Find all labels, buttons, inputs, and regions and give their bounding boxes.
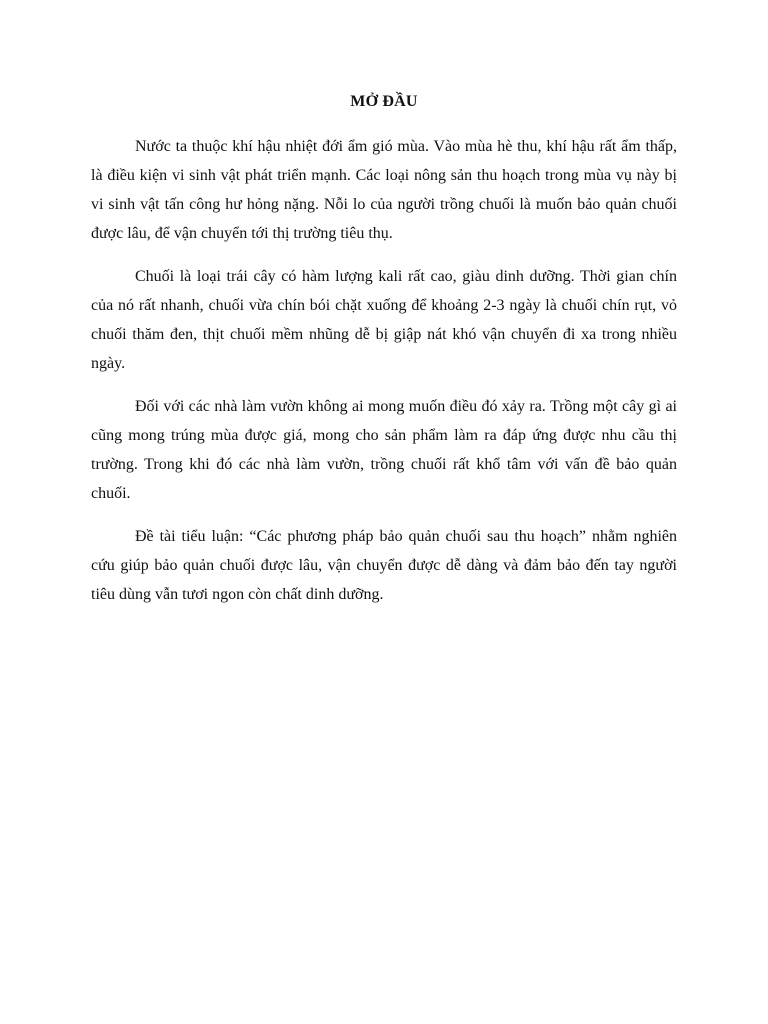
document-title: MỞ ĐẦU: [350, 93, 418, 110]
paragraph-1: Nước ta thuộc khí hậu nhiệt đới ẩm gió mùa. Vào mùa hè thu, khí hậu rất ẩm thấp, là điều kiện vi sinh vật phát triển mạnh. Các loại nông sản thu hoạch trong mùa vụ này bị vi sinh vật tấn công hư hỏng nặng. Nỗi lo của người trồng chuối là muốn bảo quản chuối được lâu, để vận chuyển tới thị trường tiêu thụ.: [91, 138, 677, 242]
paragraph-2: Chuối là loại trái cây có hàm lượng kali rất cao, giàu dinh dưỡng. Thời gian chín của nó rất nhanh, chuối vừa chín bói chặt xuống để khoảng 2-3 ngày là chuối chín rụt, vỏ chuối thăm đen, thịt chuối mềm nhũng dễ bị giập nát khó vận chuyển đi xa trong nhiều ngày.: [91, 268, 677, 372]
paragraph-4: Đề tài tiểu luận: “Các phương pháp bảo quản chuối sau thu hoạch” nhằm nghiên cứu giúp bảo quản chuối được lâu, vận chuyển được dễ dàng và đảm bảo đến tay người tiêu dùng vẫn tươi ngon còn chất dinh dưỡng.: [91, 528, 677, 603]
paragraph-3: Đối với các nhà làm vườn không ai mong muốn điều đó xảy ra. Trồng một cây gì ai cũng mong trúng mùa được giá, mong cho sản phẩm làm ra đáp ứng được nhu cầu thị trường. Trong khi đó các nhà làm vườn, trồng chuối rất khổ tâm với vấn đề bảo quản chuối.: [91, 398, 677, 502]
